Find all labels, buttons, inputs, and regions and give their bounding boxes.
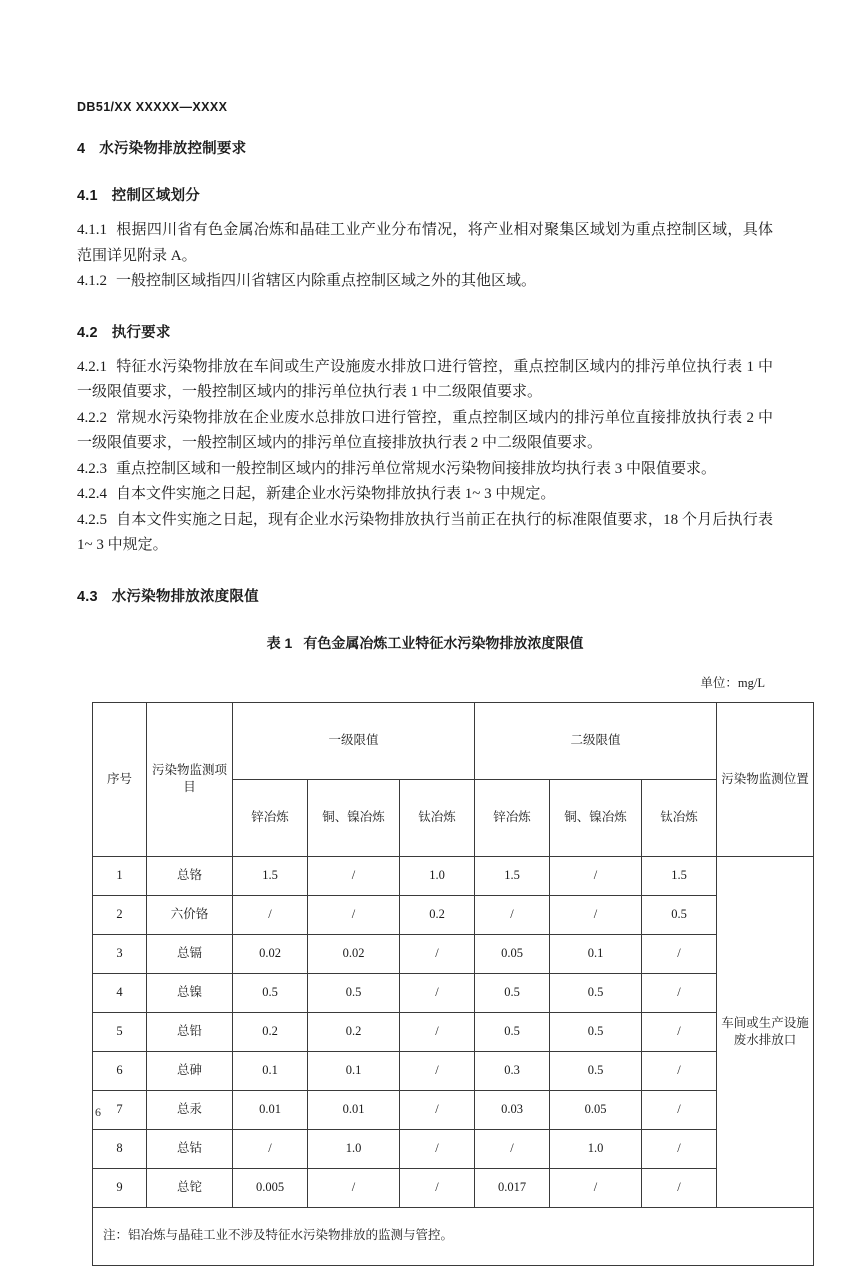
clause-text: 特征水污染物排放在车间或生产设施废水排放口进行管控，重点控制区域内的排污单位执行表 1 中一级限值要求，一般控制区域内的排污单位执行表 1 中二级限值要求。	[77, 358, 773, 400]
clause-index: 4.2.1	[77, 358, 107, 375]
cell-value: /	[233, 1129, 308, 1168]
row-no: 6	[93, 1051, 147, 1090]
table-row	[93, 895, 814, 934]
clause-text: 重点控制区域和一般控制区域内的排污单位常规水污染物间接排放均执行表 3 中限值要求。	[116, 460, 717, 477]
cell-value: 1.5	[233, 856, 308, 895]
clause-item	[77, 482, 773, 508]
cell-value: /	[308, 1168, 400, 1207]
section-4-2-number: 4.2	[77, 324, 98, 341]
cell-value: 1.5	[642, 856, 717, 895]
row-item: 总铬	[147, 856, 233, 895]
row-item: 总镍	[147, 973, 233, 1012]
cell-value: /	[308, 895, 400, 934]
section-4-2-title: 执行要求	[111, 324, 171, 341]
cell-value: /	[642, 1051, 717, 1090]
table-row	[93, 1090, 814, 1129]
cell-value: 0.1	[233, 1051, 308, 1090]
clause-index: 4.2.3	[77, 460, 107, 477]
row-no: 1	[93, 856, 147, 895]
row-no: 9	[93, 1168, 147, 1207]
row-item: 总镉	[147, 934, 233, 973]
cell-value: 0.5	[475, 1012, 550, 1051]
clause-text: 根据四川省有色金属冶炼和晶硅工业产业分布情况，将产业相对聚集区域划为重点控制区域，具体范围详见附录 A。	[77, 222, 773, 264]
row-item: 总砷	[147, 1051, 233, 1090]
row-item: 六价铬	[147, 895, 233, 934]
cell-value: 1.0	[400, 856, 475, 895]
header-level-1: 一级限值	[233, 702, 475, 779]
table-1-emission-limits	[92, 702, 814, 1266]
clause-item	[77, 218, 773, 269]
page-number: 6	[95, 1105, 101, 1119]
clause-text: 自本文件实施之日起，新建企业水污染物排放执行表 1~ 3 中规定。	[116, 486, 556, 502]
section-heading-4-1	[77, 184, 773, 205]
header-no: 序号	[93, 702, 147, 856]
section-4-3-number: 4.3	[77, 588, 98, 605]
cell-value: 0.5	[550, 1051, 642, 1090]
table-row	[93, 973, 814, 1012]
row-no: 5	[93, 1012, 147, 1051]
clause-index: 4.1.2	[77, 273, 107, 289]
clause-4-1-items	[77, 218, 773, 295]
page-content	[77, 0, 809, 1266]
header-level-2: 二级限值	[475, 702, 717, 779]
cell-value: /	[550, 1168, 642, 1207]
row-item: 总铊	[147, 1168, 233, 1207]
cell-value: /	[475, 895, 550, 934]
cell-value: /	[642, 1129, 717, 1168]
cell-value: /	[400, 1012, 475, 1051]
cell-value: 1.0	[308, 1129, 400, 1168]
cell-value: /	[642, 1012, 717, 1051]
cell-value: /	[642, 1168, 717, 1207]
cell-value: 0.017	[475, 1168, 550, 1207]
clause-item	[77, 355, 773, 406]
cell-value: /	[400, 973, 475, 1012]
table-note-row	[93, 1207, 814, 1265]
section-4-title: 水污染物排放控制要求	[99, 141, 247, 157]
row-no: 7	[93, 1090, 147, 1129]
clause-item	[77, 508, 773, 559]
clause-text: 自本文件实施之日起，现有企业水污染物排放执行当前正在执行的标准限值要求，18 个月后执行表 1~ 3 中规定。	[77, 511, 773, 553]
cell-value: /	[400, 1090, 475, 1129]
table-header-row	[93, 702, 814, 779]
cell-value: 0.5	[233, 973, 308, 1012]
row-no: 8	[93, 1129, 147, 1168]
cell-value: 0.2	[233, 1012, 308, 1051]
table-1-caption	[77, 633, 773, 653]
cell-value: /	[308, 856, 400, 895]
cell-value: /	[550, 856, 642, 895]
cell-value: 0.05	[550, 1090, 642, 1129]
clause-index: 4.2.5	[77, 511, 107, 528]
cell-value: /	[475, 1129, 550, 1168]
cell-value: 0.02	[233, 934, 308, 973]
clause-index: 4.2.4	[77, 486, 107, 502]
section-4-1-title: 控制区域划分	[111, 188, 200, 204]
cell-value: 0.01	[233, 1090, 308, 1129]
cell-value: 0.03	[475, 1090, 550, 1129]
table-row	[93, 1012, 814, 1051]
clause-item	[77, 457, 773, 483]
table-1-label: 表 1	[266, 634, 293, 651]
section-4-1-number: 4.1	[77, 188, 98, 204]
cell-value: /	[400, 1168, 475, 1207]
row-no: 3	[93, 934, 147, 973]
clause-text: 常规水污染物排放在企业废水总排放口进行管控，重点控制区域内的排污单位直接排放执行表 2 中一级限值要求，一般控制区域内的排污单位直接排放执行表 2 中二级限值要求。	[77, 409, 773, 451]
monitor-position-cell: 车间或生产设施废水排放口	[717, 856, 814, 1207]
cell-value: 0.005	[233, 1168, 308, 1207]
cell-value: 1.5	[475, 856, 550, 895]
cell-value: /	[642, 973, 717, 1012]
table-row	[93, 1129, 814, 1168]
cell-value: 0.5	[550, 1012, 642, 1051]
cell-value: 0.01	[308, 1090, 400, 1129]
section-4-3-title: 水污染物排放浓度限值	[111, 588, 259, 605]
subheader-l2-copper-nickel: 铜、镍冶炼	[550, 779, 642, 856]
row-item: 总汞	[147, 1090, 233, 1129]
table-row	[93, 856, 814, 895]
running-header: DB51/XX XXXXX—XXXX	[77, 100, 228, 114]
subheader-l2-zinc: 锌冶炼	[475, 779, 550, 856]
header-monitor-position: 污染物监测位置	[717, 702, 814, 856]
cell-value: /	[550, 895, 642, 934]
cell-value: /	[400, 1129, 475, 1168]
cell-value: 0.2	[400, 895, 475, 934]
table-note: 注：铝冶炼与晶硅工业不涉及特征水污染物排放的监测与管控。	[93, 1207, 814, 1265]
subheader-l1-titanium: 钛冶炼	[400, 779, 475, 856]
row-no: 4	[93, 973, 147, 1012]
cell-value: 0.3	[475, 1051, 550, 1090]
table-1-title: 有色金属冶炼工业特征水污染物排放浓度限值	[303, 634, 584, 651]
row-item: 总钴	[147, 1129, 233, 1168]
table-row	[93, 1051, 814, 1090]
subheader-l2-titanium: 钛冶炼	[642, 779, 717, 856]
section-heading-4-3	[77, 585, 773, 606]
clause-index: 4.1.1	[77, 222, 107, 238]
cell-value: 0.5	[475, 973, 550, 1012]
cell-value: 0.1	[550, 934, 642, 973]
clause-index: 4.2.2	[77, 409, 107, 426]
cell-value: /	[642, 1090, 717, 1129]
header-item: 污染物监测项目	[147, 702, 233, 856]
cell-value: 0.05	[475, 934, 550, 973]
cell-value: /	[400, 1051, 475, 1090]
cell-value: 0.2	[308, 1012, 400, 1051]
cell-value: /	[400, 934, 475, 973]
clause-4-2-items	[77, 355, 773, 559]
subheader-l1-zinc: 锌冶炼	[233, 779, 308, 856]
table-row	[93, 1168, 814, 1207]
cell-value: 0.1	[308, 1051, 400, 1090]
subheader-l1-copper-nickel: 铜、镍冶炼	[308, 779, 400, 856]
cell-value: 1.0	[550, 1129, 642, 1168]
row-no: 2	[93, 895, 147, 934]
clause-text: 一般控制区域指四川省辖区内除重点控制区域之外的其他区域。	[116, 273, 537, 289]
section-heading-4	[77, 137, 773, 158]
clause-item	[77, 406, 773, 457]
cell-value: 0.02	[308, 934, 400, 973]
clause-item	[77, 269, 773, 295]
cell-value: 0.5	[642, 895, 717, 934]
section-heading-4-2	[77, 321, 773, 342]
table-row	[93, 934, 814, 973]
row-item: 总铅	[147, 1012, 233, 1051]
table-1-unit: 单位：mg/L	[700, 675, 765, 690]
cell-value: 0.5	[308, 973, 400, 1012]
cell-value: /	[233, 895, 308, 934]
cell-value: /	[642, 934, 717, 973]
section-4-number: 4	[77, 141, 86, 157]
cell-value: 0.5	[550, 973, 642, 1012]
